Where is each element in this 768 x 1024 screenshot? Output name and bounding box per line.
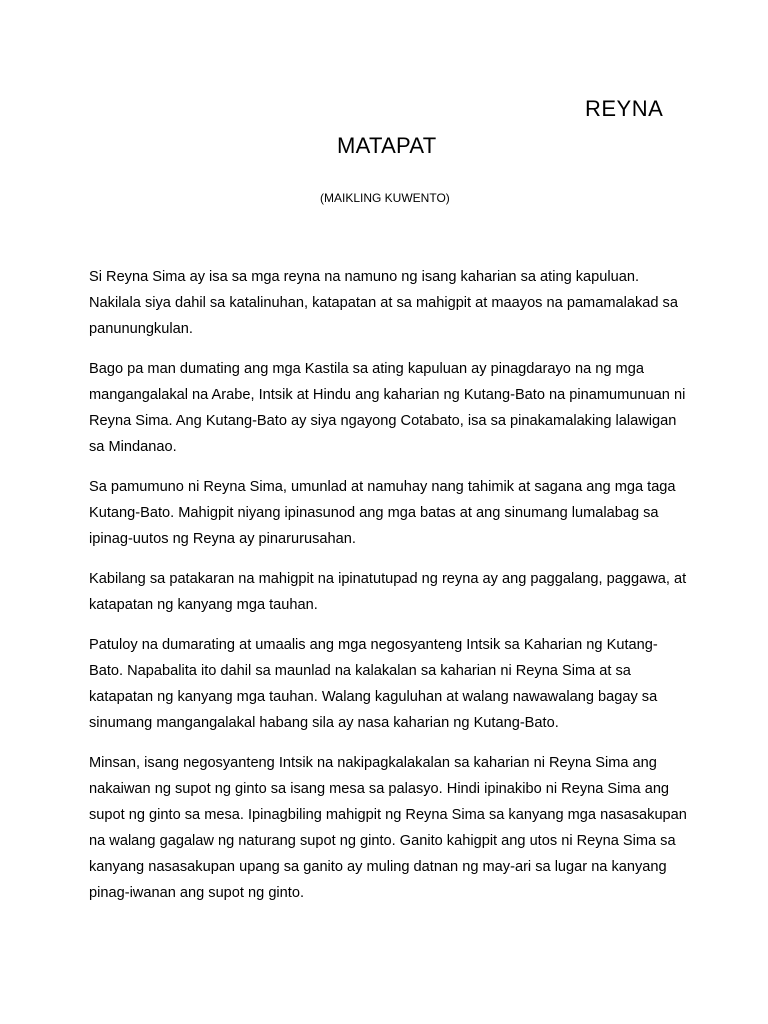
title-line-1: REYNA (585, 96, 664, 121)
paragraph-5: Patuloy na dumarating at umaalis ang mga negosyanteng Intsik sa Kaharian ng Kutang-Bato. Napabalita ito dahil sa maunlad na kalakalan sa kaharian ni Reyna Sima at sa katapatan ng kanyang mga tauhan. Walang kaguluhan at walang nawawalang bagay sa sinumang mangangalakal habang sila ay nasa kaharian ng Kutang-Bato. (89, 637, 658, 731)
paragraph-6: Minsan, isang negosyanteng Intsik na nakipagkalakalan sa kaharian ni Reyna Sima ang nakaiwan ng supot ng ginto sa isang mesa sa palasyo. Hindi ipinakibo ni Reyna Sima ang supot ng ginto sa mesa. Ipinagbiling mahigpit ng Reyna Sima sa kanyang mga nasasakupan na walang gagalaw ng naturang supot ng ginto. Ganito kahigpit ang utos ni Reyna Sima sa kanyang nasasakupan upang sa ganito ay muling datnan ng may-ari sa lugar na kanyang pinag-iwanan ang supot ng ginto. (89, 755, 687, 901)
paragraph-4: Kabilang sa patakaran na mahigpit na ipinatutupad ng reyna ay ang paggalang, paggawa, at katapatan ng kanyang mga tauhan. (89, 571, 687, 613)
paragraph-3: Sa pamumuno ni Reyna Sima, umunlad at namuhay nang tahimik at sagana ang mga taga Kutang-Bato. Mahigpit niyang ipinasunod ang mga batas at ang sinumang lumalabag sa ipinag-uutos ng Reyna ay pinarurusahan. (89, 479, 676, 547)
paragraph-1: Si Reyna Sima ay isa sa mga reyna na namuno ng isang kaharian sa ating kapuluan. Nakilala siya dahil sa katalinuhan, katapatan at sa mahigpit at maayos na pamamalakad sa panunungkulan. (89, 269, 678, 337)
paragraph-2: Bago pa man dumating ang mga Kastila sa ating kapuluan ay pinagdarayo na ng mga mangangalakal na Arabe, Intsik at Hindu ang kaharian ng Kutang-Bato na pinamumunuan ni Reyna Sima. Ang Kutang-Bato ay siya ngayong Cotabato, isa sa pinakamalaking lalawigan sa Mindanao. (89, 361, 686, 455)
title-line-2: MATAPAT (337, 133, 437, 158)
story-body (89, 264, 689, 920)
subtitle: (MAIKLING KUWENTO) (320, 191, 450, 205)
